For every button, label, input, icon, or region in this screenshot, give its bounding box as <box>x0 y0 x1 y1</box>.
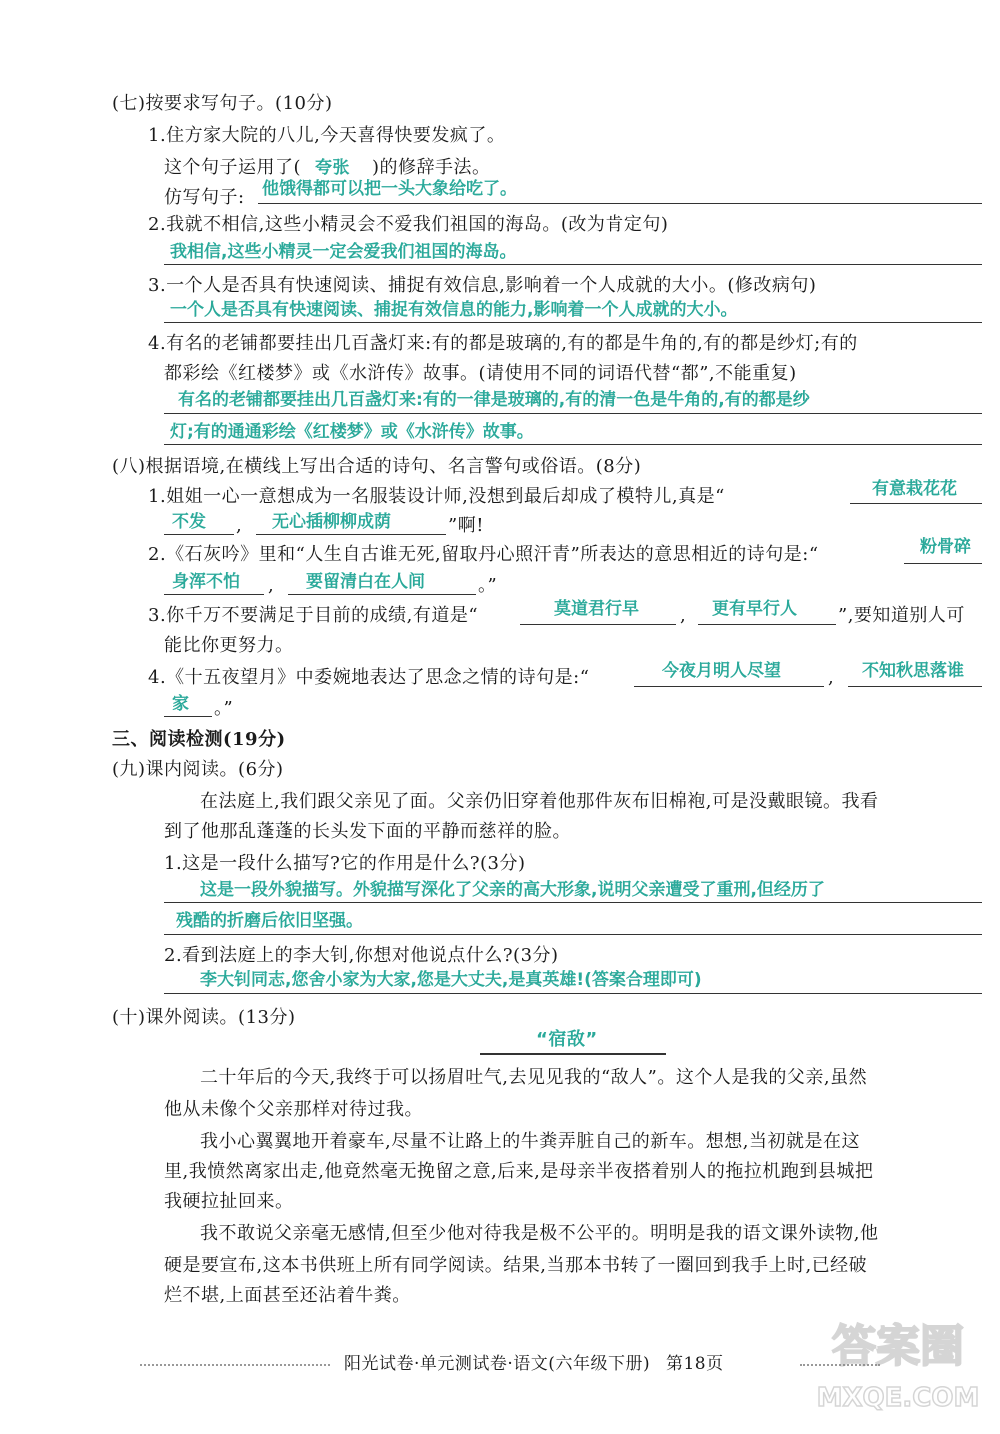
answer-line <box>164 934 982 935</box>
answer-line <box>520 624 676 625</box>
story-p3-line2: 硬是要宣布,这本书供班上所有同学阅读。结果,当那本书转了一圈回到我手上时,已经破 <box>164 1255 868 1276</box>
q7-title: (七)按要求写句子。(10分) <box>112 93 333 114</box>
answer-line <box>256 534 446 535</box>
answer-proverb-part3: 无心插柳柳成荫 <box>272 512 391 532</box>
story-title: “宿敌” <box>536 1029 598 1050</box>
q8-title: (八)根据语境,在横线上写出合适的诗句、名言警句或俗语。(8分) <box>112 456 642 477</box>
story-p1-line1: 二十年后的今天,我终于可以扬眉吐气,去见见我的“敌人”。这个人是我的父亲,虽然 <box>200 1067 868 1088</box>
worksheet-page: (七)按要求写句子。(10分) 1.住方家大院的八儿,今天喜得快要发疯了。 这个句子运用了( 夸张 )的修辞手法。 仿写句子: 他饿得都可以把一头大象给吃了。 2.我就不相信,这些小精灵会不爱我们祖国的海岛。(改为肯定句) 我相信,这些小精灵一定会爱我们祖国的海岛。 3.一个人是否具有快速阅读、捕捉有效信息,影响着一个人成就的大小。(修改病句) 一个人是否具有快速阅读、捕捉有效信息的能力,影响着一个人成就的大小。 4.有名的老铺都要挂出几百盏灯来:有的都是玻璃的,有的都是牛角的,有的都是纱灯;有的 都彩绘《红楼梦》或《水浒传》故事。(请使用不同的词语代替“都”,不能重复) 有名的老铺都要挂出几百盏灯来:有的一律是玻璃的,有的清一色是牛角的,有的都是纱 灯;有的通通彩绘《红楼梦》或《水浒传》故事。 (八)根据语境,在横线上写出合适的诗句、名言警句或俗语。(8分) 1.姐姐一心一意想成为一名服装设计师,没想到最后却成了模特儿,真是“ 有意栽花花 不发 , 无心插柳柳成荫 ”啊! 2.《石灰吟》里和“人生自古谁无死,留取丹心照汗青”所表达的意思相近的诗句是:“ 粉骨碎 身浑不怕 , 要留清白在人间 。” 3.你千万不要满足于目前的成绩,有道是“ 莫道君行早 , 更有早行人 ”,要知道别人可 能比你更努力。 4.《十五夜望月》中委婉地表达了思念之情的诗句是:“ 今夜月明人尽望 , 不知秋思落谁 家 。” 三、阅读检测(19分) (九)课内阅读。(6分) 在法庭上,我们跟父亲见了面。父亲仍旧穿着他那件灰布旧棉袍,可是没戴眼镜。我看 到了他那乱蓬蓬的长头发下面的平静而慈祥的脸。 1.这是一段什么描写?它的作用是什么?(3分) 这是一段外貌描写。外貌描写深化了父亲的高大形象,说明父亲遭受了重刑,但经历了 残酷的折磨后依旧坚强。 2.看到法庭上的李大钊,你想对他说点什么?(3分) 李大钊同志,您舍小家为大家,您是大丈夫,是真英雄!(答案合理即可) (十)课外阅读。(13分) “宿敌” 二十年后的今天,我终于可以扬眉吐气,去见见我的“敌人”。这个人是我的父亲,虽然 他从未像个父亲那样对待过我。 我小心翼翼地开着豪车,尽量不让路上的牛粪弄脏自己的新车。想想,当初就是在这 里,我愤然离家出走,他竟然毫无挽留之意,后来,是母亲半夜搭着别人的拖拉机跑到县城把 我硬拉扯回来。 我不敢说父亲毫无感情,但至少他对待我是极不公平的。明明是我的语文课外读物,他 硬是要宣布,这本书供班上所有同学阅读。结果,当那本书转了一圈回到我手上时,已经破 烂不堪,上面甚至还沾着牛粪。 阳光试卷·单元测试卷·语文(六年级下册) 第18页 答案圈 MXQE.COM <box>0 0 1000 1434</box>
answer-line <box>258 203 982 204</box>
answer-line <box>848 686 982 687</box>
section3-title: 三、阅读检测(19分) <box>112 729 286 750</box>
answer-line <box>164 322 982 323</box>
answer-line <box>904 563 982 564</box>
answer-moon-part2: 不知秋思落谁 <box>862 661 964 681</box>
story-p3-line1: 我不敢说父亲毫无感情,但至少他对待我是极不公平的。明明是我的语文课外读物,他 <box>200 1223 879 1244</box>
q9-item1: 1.这是一段什么描写?它的作用是什么?(3分) <box>164 853 526 874</box>
story-p2-line2: 里,我愤然离家出走,他竟然毫无挽留之意,后来,是母亲半夜搭着别人的拖拉机跑到县城把 <box>164 1161 874 1182</box>
q7-item3: 3.一个人是否具有快速阅读、捕捉有效信息,影响着一个人成就的大小。(修改病句) <box>148 275 817 296</box>
answer-affirmative: 我相信,这些小精灵一定会爱我们祖国的海岛。 <box>170 242 517 262</box>
answer-line <box>698 624 836 625</box>
q8-item1: 1.姐姐一心一意想成为一名服装设计师,没想到最后却成了模特儿,真是“ <box>148 486 725 507</box>
answer-moon-part1: 今夜月明人尽望 <box>662 661 781 681</box>
story-title-underline <box>480 1053 666 1055</box>
q9-passage-line2: 到了他那乱蓬蓬的长头发下面的平静而慈祥的脸。 <box>164 821 571 842</box>
watermark-logo <box>808 1306 988 1426</box>
q7-item1a: 这个句子运用了( 夸张 )的修辞手法。 <box>164 157 491 178</box>
story-p2-line3: 我硬拉扯回来。 <box>164 1191 294 1212</box>
answer-proverb-part2: 不发 <box>172 512 206 532</box>
answer-replace-line1: 有名的老铺都要挂出几百盏灯来:有的一律是玻璃的,有的清一色是牛角的,有的都是纱 <box>178 390 810 410</box>
footer-title: 阳光试卷·单元测试卷·语文(六年级下册) 第18页 <box>344 1354 724 1374</box>
answer-poem-part2: 身浑不怕 <box>172 572 240 592</box>
answer-line <box>164 993 982 994</box>
watermark-icon <box>808 1306 988 1426</box>
answer-line <box>164 902 982 903</box>
q10-title: (十)课外阅读。(13分) <box>112 1007 296 1028</box>
answer-line <box>164 413 982 414</box>
answer-proverb-part1: 有意栽花花 <box>872 479 957 499</box>
answer-line <box>164 594 264 595</box>
story-p3-line3: 烂不堪,上面甚至还沾着牛粪。 <box>164 1285 411 1306</box>
answer-line <box>850 503 982 504</box>
story-p2-line1: 我小心翼翼地开着豪车,尽量不让路上的牛粪弄脏自己的新车。想想,当初就是在这 <box>200 1131 860 1152</box>
answer-line <box>164 534 234 535</box>
watermark-text-en: MXQE.COM <box>816 1383 980 1413</box>
answer-rhetoric: 夸张 <box>315 158 351 178</box>
answer-replace-line2: 灯;有的通通彩绘《红楼梦》或《水浒传》故事。 <box>170 422 534 442</box>
answer-correction: 一个人是否具有快速阅读、捕捉有效信息的能力,影响着一个人成就的大小。 <box>170 300 738 320</box>
answer-line <box>164 716 212 717</box>
q9-title: (九)课内阅读。(6分) <box>112 759 284 780</box>
story-p1-line2: 他从未像个父亲那样对待过我。 <box>164 1099 423 1120</box>
q7-item1b-label: 仿写句子: <box>164 187 245 208</box>
q7-item1: 1.住方家大院的八儿,今天喜得快要发疯了。 <box>148 125 506 146</box>
answer-moon-part3: 家 <box>172 694 189 714</box>
answer-saying-part2: 更有早行人 <box>712 599 797 619</box>
answer-description-line2: 残酷的折磨后依旧坚强。 <box>176 911 363 931</box>
answer-saying-part1: 莫道君行早 <box>554 599 639 619</box>
answer-line <box>288 594 476 595</box>
q7-item4-line1: 4.有名的老铺都要挂出几百盏灯来:有的都是玻璃的,有的都是牛角的,有的都是纱灯;有的 <box>148 333 858 354</box>
answer-poem-part3: 要留清白在人间 <box>306 572 425 592</box>
page-number: 第18页 <box>665 1354 724 1374</box>
q8-item4: 4.《十五夜望月》中委婉地表达了思念之情的诗句是:“ <box>148 667 590 688</box>
q8-item2: 2.《石灰吟》里和“人生自古谁无死,留取丹心照汗青”所表达的意思相近的诗句是:“ <box>148 544 819 565</box>
q9-passage-line1: 在法庭上,我们跟父亲见了面。父亲仍旧穿着他那件灰布旧棉袍,可是没戴眼镜。我看 <box>200 791 879 812</box>
answer-line <box>164 264 982 265</box>
answer-imitation: 他饿得都可以把一头大象给吃了。 <box>262 179 517 199</box>
answer-line <box>634 686 824 687</box>
answer-poem-part1: 粉骨碎 <box>920 537 971 557</box>
watermark-text-cn: 答案圈 <box>832 1321 964 1372</box>
answer-description-line1: 这是一段外貌描写。外貌描写深化了父亲的高大形象,说明父亲遭受了重刑,但经历了 <box>200 880 825 900</box>
q8-item3-line2: 能比你更努力。 <box>164 635 294 656</box>
q8-item3: 3.你千万不要满足于目前的成绩,有道是“ <box>148 605 479 626</box>
footer-dots-left <box>140 1364 330 1366</box>
q9-item2: 2.看到法庭上的李大钊,你想对他说点什么?(3分) <box>164 945 559 966</box>
answer-message: 李大钊同志,您舍小家为大家,您是大丈夫,是真英雄!(答案合理即可) <box>200 970 702 990</box>
q7-item2: 2.我就不相信,这些小精灵会不爱我们祖国的海岛。(改为肯定句) <box>148 214 669 235</box>
q7-item4-line2: 都彩绘《红楼梦》或《水浒传》故事。(请使用不同的词语代替“都”,不能重复) <box>164 363 797 384</box>
answer-line <box>164 444 982 445</box>
